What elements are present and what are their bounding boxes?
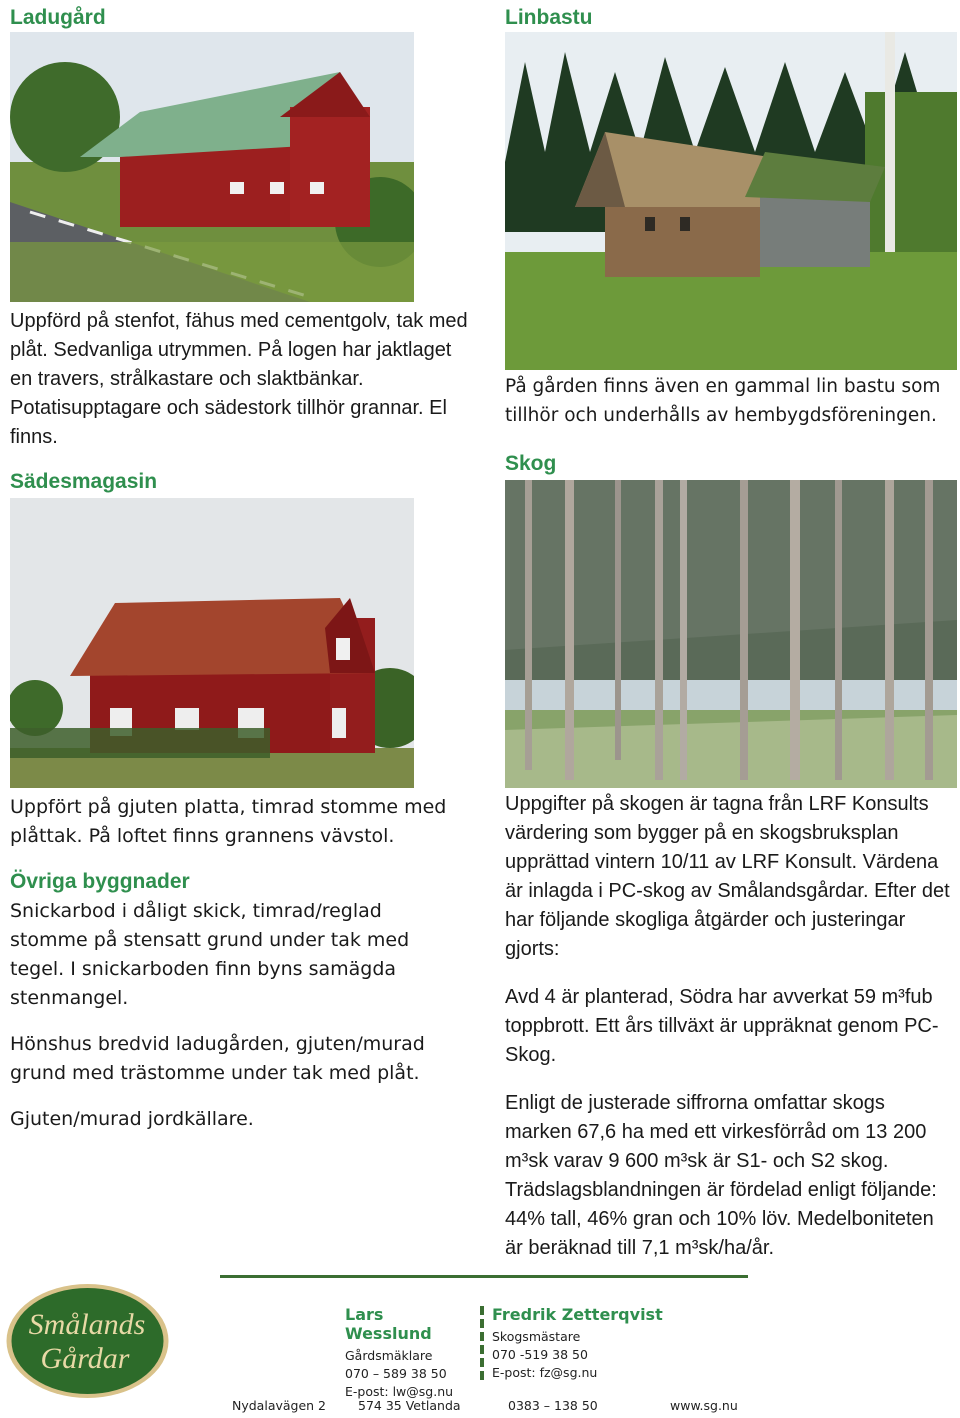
footer-street: Nydalavägen 2 <box>232 1398 327 1413</box>
ladugard-paragraph: Uppförd på stenfot, fähus med cementgolv, tak med plåt. Sedvanliga utrymmen. På logen har jaktlaget en travers, strålkastare och slaktbänkar. Potatisupptagare och sädestork tillhör grannar. El finns. <box>10 310 468 448</box>
barn-photo <box>10 32 414 302</box>
contact-name: Lars Wesslund <box>345 1305 432 1343</box>
logo-line-1: Smålands <box>28 1308 146 1341</box>
contact-phone: 070 – 589 38 50 <box>345 1366 447 1381</box>
section-title-ladugard: Ladugård <box>10 6 106 29</box>
linbastu-paragraph: På gården finns även en gammal lin bastu som tillhör och underhålls av hembygdsföreningen. <box>505 376 941 426</box>
forest-photo <box>505 480 957 788</box>
contact-email[interactable]: E-post: fz@sg.nu <box>492 1365 598 1380</box>
footer-phone: 0383 – 138 50 <box>508 1398 598 1413</box>
contact-separator <box>480 1306 484 1384</box>
contact-role: Gårdsmäklare <box>345 1348 433 1363</box>
sadesmagasin-paragraph: Uppfört på gjuten platta, timrad stomme med plåttak. På loftet finns grannens vävstol. <box>10 796 447 847</box>
ladugard-text <box>10 307 470 452</box>
ovriga-text <box>10 897 430 1134</box>
footer-postal: 574 35 Vetlanda <box>358 1398 461 1413</box>
smalands-gardar-logo <box>5 1282 170 1400</box>
section-title-linbastu: Linbastu <box>505 6 593 29</box>
granary-photo <box>10 498 414 788</box>
logo-line-2: Gårdar <box>40 1342 130 1375</box>
skog-paragraph-3: Enligt de justerade siffrorna omfattar skogs marken 67,6 ha med ett virkesförråd om 13 200 m³sk varav 9 600 m³sk är S1- och S2 skog. Trädslagsblandningen är fördelad enligt följande: 44% tall, 46% gran och 10% löv. Medelboniteten är beräknad till 7,1 m³sk/ha/år. <box>505 1092 937 1259</box>
contact-name: Fredrik Zetterqvist <box>492 1305 663 1324</box>
footer-website[interactable]: www.sg.nu <box>670 1398 738 1413</box>
skog-text <box>505 790 957 1263</box>
sadesmagasin-text <box>10 793 470 851</box>
ovriga-paragraph-1: Snickarbod i dåligt skick, timrad/reglad stomme på stensatt grund under tak med tegel. I snickarboden finn byns samägda stenmangel. <box>10 900 410 1009</box>
contact-email[interactable]: E-post: lw@sg.nu <box>345 1384 454 1399</box>
skog-paragraph-1: Uppgifter på skogen är tagna från LRF Konsults värdering som bygger på en skogsbruksplan upprättad vintern 10/11 av LRF Konsult. Värdena är inlagda i PC-skog av Smålandsgårdar. Efter det har följande skogliga åtgärder och justeringar gjorts: <box>505 793 950 960</box>
linbastu-text <box>505 372 960 430</box>
ovriga-paragraph-3: Gjuten/murad jordkällare. <box>10 1108 254 1130</box>
section-title-skog: Skog <box>505 452 557 475</box>
linbastu-photo <box>505 32 957 370</box>
skog-paragraph-2: Avd 4 är planterad, Södra har avverkat 59 m³fub toppbrott. Ett års tillväxt är uppräknat genom PC-Skog. <box>505 986 939 1066</box>
footer-divider <box>220 1275 748 1278</box>
contact-card-fredrik <box>492 1305 672 1382</box>
ovriga-paragraph-2: Hönshus bredvid ladugården, gjuten/murad grund med trästomme under tak med plåt. <box>10 1033 425 1084</box>
section-title-sadesmagasin: Sädesmagasin <box>10 470 158 493</box>
contact-card-lars <box>345 1305 475 1401</box>
section-title-ovriga: Övriga byggnader <box>10 870 190 893</box>
contact-role: Skogsmästare <box>492 1329 581 1344</box>
contact-phone: 070 -519 38 50 <box>492 1347 588 1362</box>
